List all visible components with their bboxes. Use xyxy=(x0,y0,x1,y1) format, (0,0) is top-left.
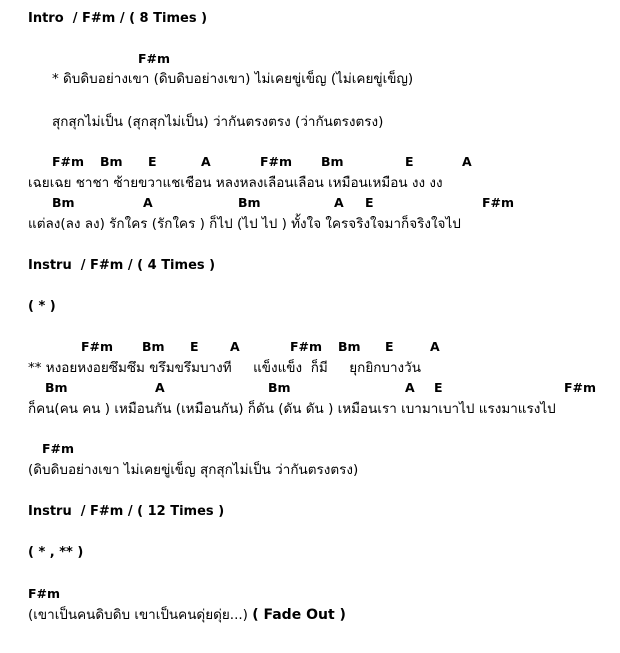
chord-label: Bm xyxy=(238,195,261,210)
repeat-marker: ( * , ** ) xyxy=(28,545,84,560)
lyric-line: * ดิบดิบอย่างเขา (ดิบดิบอย่างเขา) ไม่เคยขู่เข็ญ (ไม่เคยขู่เข็ญ) xyxy=(52,71,414,87)
chord-label: F#m xyxy=(482,195,515,210)
chord-label: Bm xyxy=(321,154,344,169)
lyric-line: สุกสุกไม่เป็น (สุกสุกไม่เป็น) ว่ากันตรงตรง (ว่ากันตรงตรง) xyxy=(52,114,384,130)
lyric-line: ** หงอยหงอยซึมซึม ขรึมขรึมบางที แข็งแข็ง ก็มี ยุกยิกบางวัน xyxy=(28,360,421,376)
instrumental-header: Instru / F#m / ( 4 Times ) xyxy=(28,258,216,273)
chord-label: F#m xyxy=(564,380,597,395)
chord-label: E xyxy=(405,154,414,169)
chord-label: E xyxy=(365,195,374,210)
chord-label: Bm xyxy=(338,339,361,354)
chord-label: F#m xyxy=(81,339,114,354)
fade-out-label: ( Fade Out ) xyxy=(252,607,346,623)
outro-lyric: (เขาเป็นคนดิบดิบ เขาเป็นคนดุ่ยดุ่ย...) xyxy=(28,607,253,623)
chord-label: Bm xyxy=(100,154,123,169)
chord-label: E xyxy=(148,154,157,169)
chord-label: E xyxy=(434,380,443,395)
lyric-line: (ดิบดิบอย่างเขา ไม่เคยขู่เข็ญ สุกสุกไม่เป็น ว่ากันตรงตรง) xyxy=(28,462,359,478)
chord-label: Bm xyxy=(45,380,68,395)
chord-label: A xyxy=(405,380,415,395)
lyric-line xyxy=(28,606,346,624)
chord-label: F#m xyxy=(42,441,75,456)
chord-label: F#m xyxy=(52,154,85,169)
chord-label: F#m xyxy=(260,154,293,169)
lyric-line: เฉยเฉย ชาชา ซ้ายขวาแชเชือน หลงหลงเลือนเลือน เหมือนเหมือน งง งง xyxy=(28,175,443,191)
lyric-line: ก็คน(คน คน ) เหมือนกัน (เหมือนกัน) ก็ดัน (ดัน ดัน ) เหมือนเรา เบามาเบาไป แรงมาแรงไป xyxy=(28,401,556,417)
instrumental-header: Instru / F#m / ( 12 Times ) xyxy=(28,504,225,519)
chord-label: F#m xyxy=(28,586,61,601)
chord-label: A xyxy=(430,339,440,354)
chord-label: F#m xyxy=(290,339,323,354)
intro-header: Intro / F#m / ( 8 Times ) xyxy=(28,11,208,26)
repeat-marker: ( * ) xyxy=(28,299,56,314)
chord-label: F#m xyxy=(138,51,171,66)
chord-label: A xyxy=(143,195,153,210)
chord-label: A xyxy=(201,154,211,169)
chord-label: Bm xyxy=(268,380,291,395)
chord-label: E xyxy=(385,339,394,354)
chord-label: A xyxy=(462,154,472,169)
chord-label: A xyxy=(155,380,165,395)
lyric-line: แต่ลง(ลง ลง) รักใคร (รักใคร ) ก็ไป (ไป ไป ) ทั้งใจ ใครจริงใจมาก็จริงใจไป xyxy=(28,216,461,232)
chord-label: A xyxy=(230,339,240,354)
chord-label: Bm xyxy=(52,195,75,210)
chord-label: E xyxy=(190,339,199,354)
chord-label: Bm xyxy=(142,339,165,354)
chord-label: A xyxy=(334,195,344,210)
